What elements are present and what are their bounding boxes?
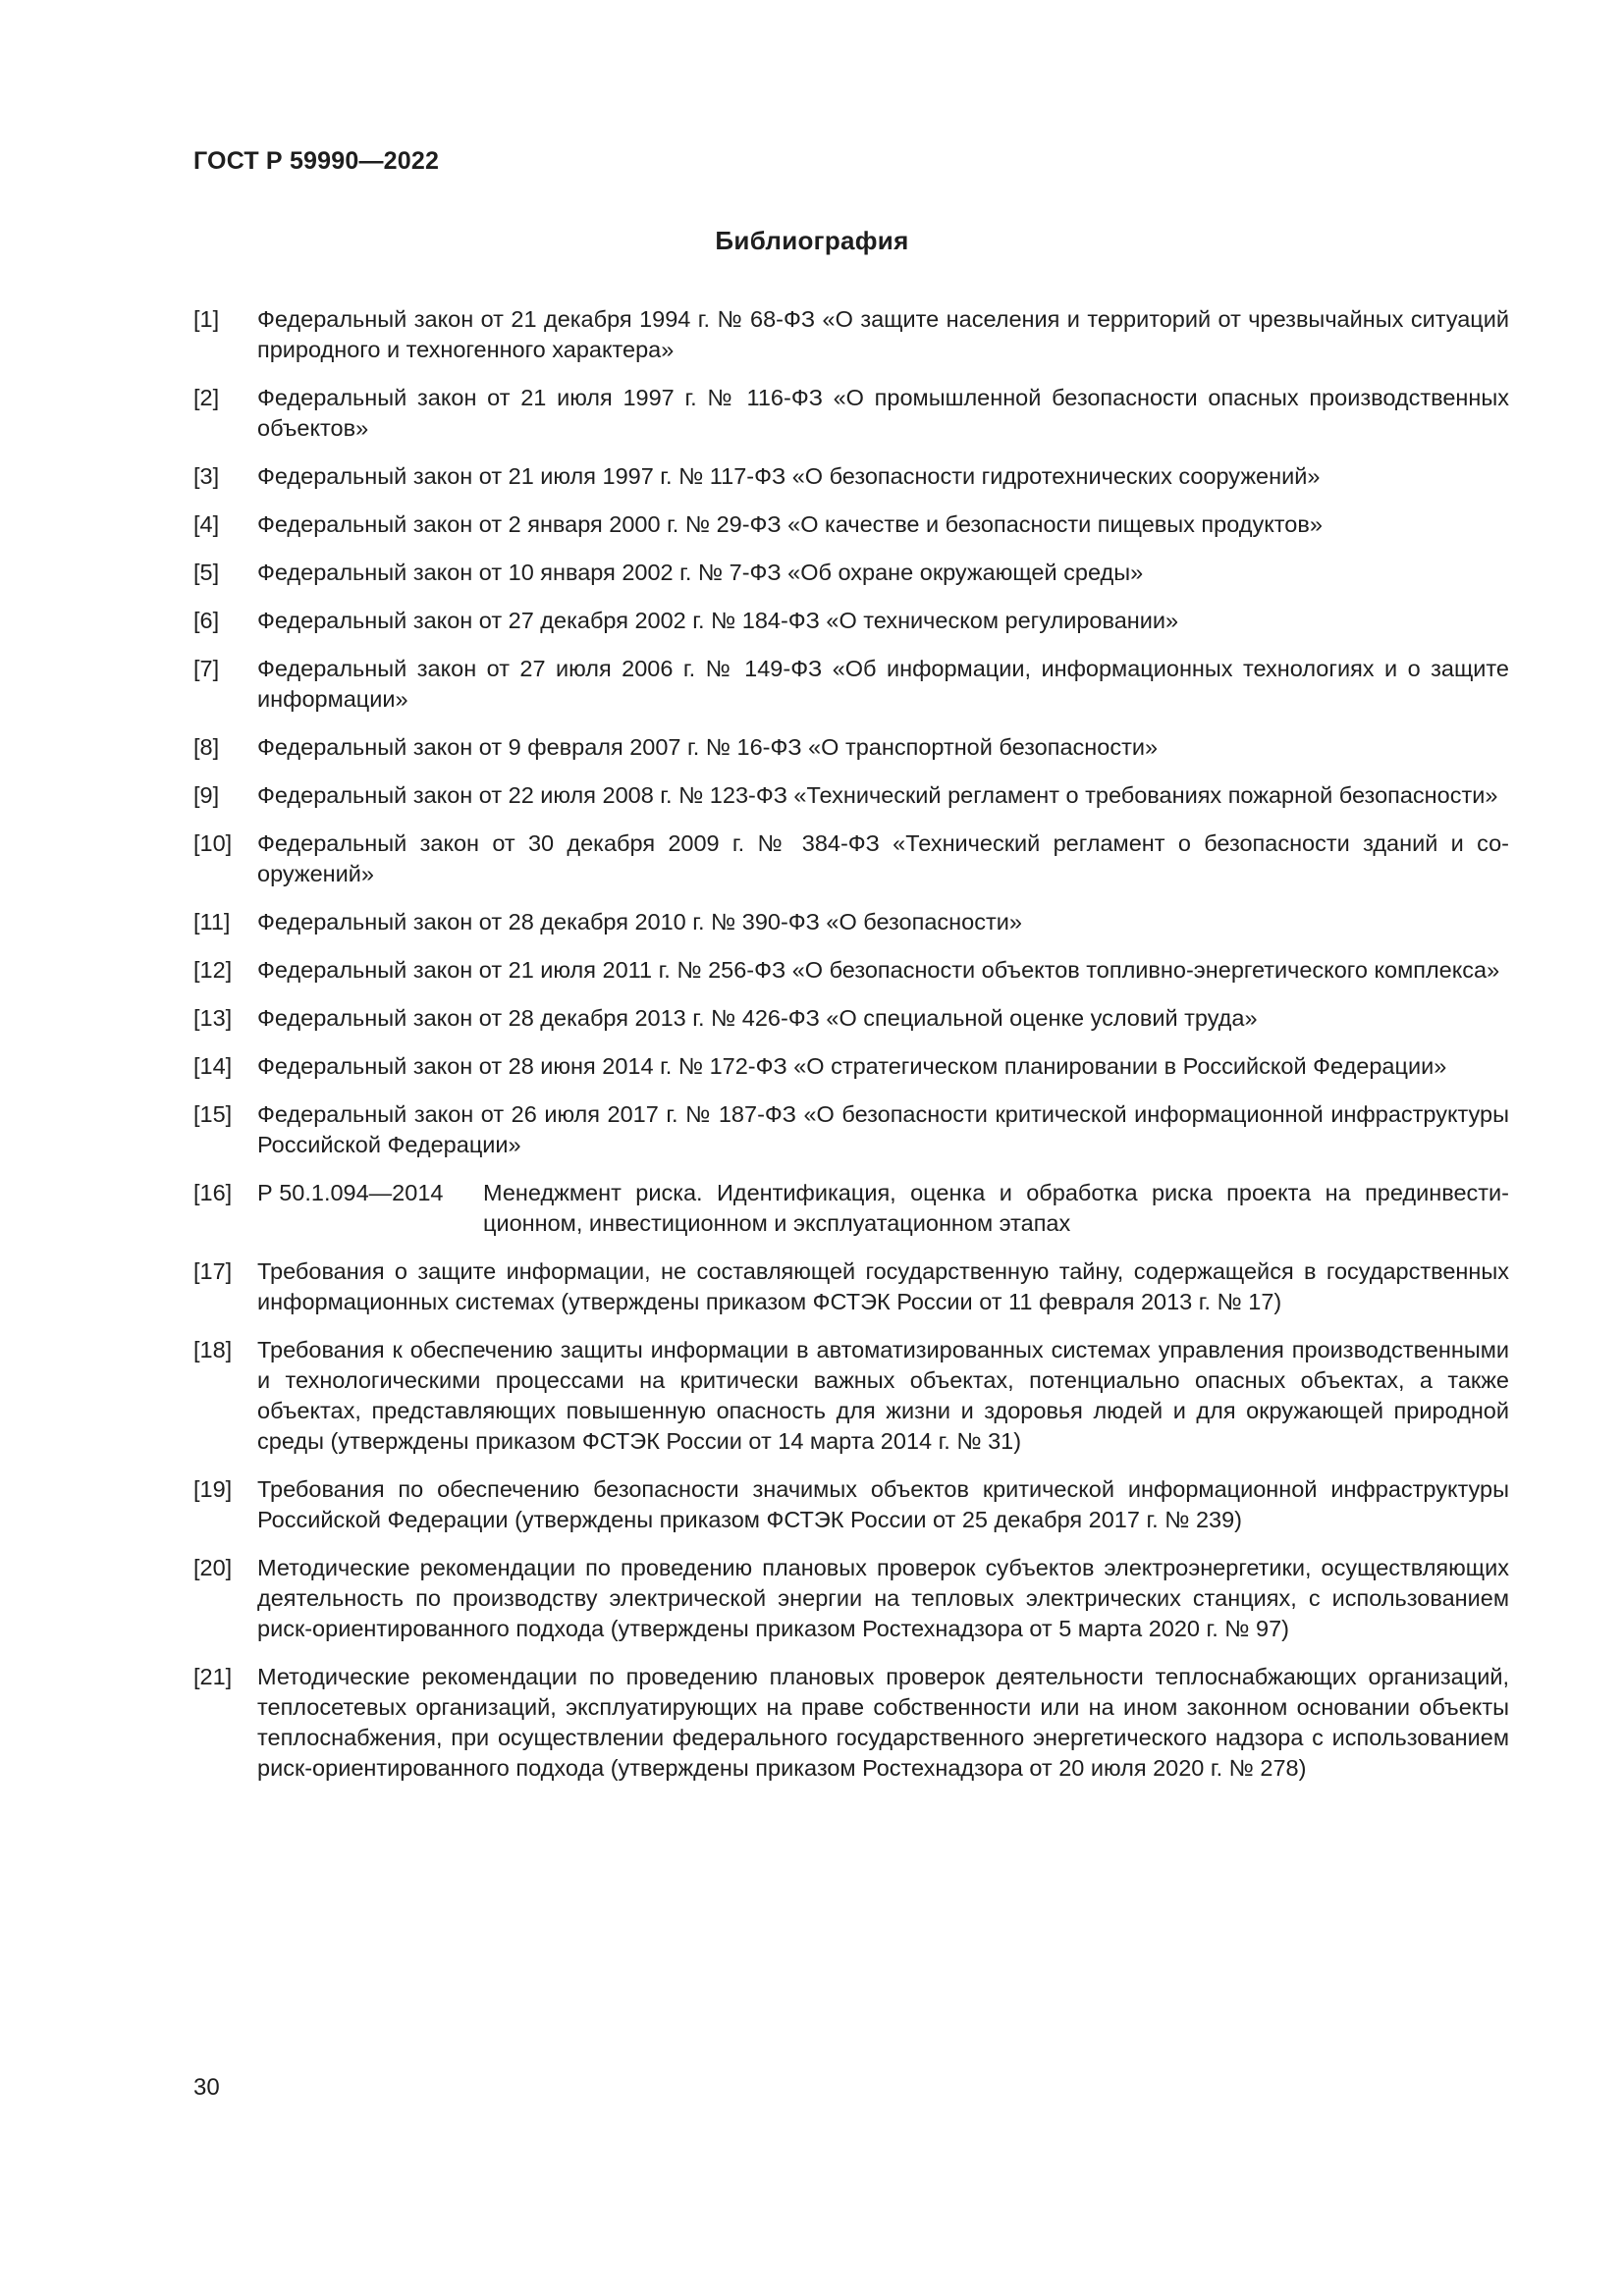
bibliography-entry bbox=[193, 1099, 1509, 1160]
bibliography-entry bbox=[193, 1335, 1509, 1457]
standard-code-header: ГОСТ Р 59990—2022 bbox=[193, 147, 440, 175]
bibliography-entry-number: [15] bbox=[193, 1101, 233, 1127]
bibliography-entry bbox=[193, 780, 1509, 811]
bibliography-entry-number: [1] bbox=[193, 306, 220, 332]
bibliography-entry bbox=[193, 907, 1509, 937]
bibliography-entry bbox=[193, 828, 1509, 889]
bibliography-entry bbox=[193, 654, 1509, 715]
bibliography-entry bbox=[193, 1662, 1509, 1784]
bibliography-entry bbox=[193, 304, 1509, 365]
bibliography-entry-text: Федеральный закон от 28 декабря 2010 г. № 390-ФЗ «О безопасности» bbox=[257, 909, 1022, 934]
bibliography-entry-number: [16] bbox=[193, 1180, 233, 1205]
bibliography-entry-text: Менеджмент риска. Идентификация, оценка и обработка риска проекта на прединвестиционном, инвестиционном и эксплуатационном этапах bbox=[483, 1180, 1509, 1236]
bibliography-entry bbox=[193, 732, 1509, 763]
bibliography-entry-number: [2] bbox=[193, 385, 220, 410]
bibliography-entry-text: Федеральный закон от 2 января 2000 г. № 29-ФЗ «О качестве и безопасности пищевых продуктов» bbox=[257, 511, 1323, 537]
bibliography-entry-document-code: Р 50.1.094—2014 bbox=[257, 1180, 444, 1205]
bibliography-entry-number: [21] bbox=[193, 1664, 233, 1689]
bibliography-entry-text: Федеральный закон от 27 июля 2006 г. № 149-ФЗ «Об информации, информационных технологиях и о защите информации» bbox=[257, 656, 1509, 712]
bibliography-entry-number: [12] bbox=[193, 957, 233, 983]
page-number: 30 bbox=[193, 2074, 220, 2101]
bibliography-entry-number: [6] bbox=[193, 608, 220, 633]
bibliography-entry-number: [14] bbox=[193, 1053, 233, 1079]
bibliography-entry-text: Федеральный закон от 26 июля 2017 г. № 187-ФЗ «О безопасности критической информационной инфраструктуры Российской Федерации» bbox=[257, 1101, 1509, 1157]
bibliography-entry-number: [10] bbox=[193, 830, 233, 856]
bibliography-entry-text: Федеральный закон от 10 января 2002 г. № 7-ФЗ «Об охране окружающей среды» bbox=[257, 560, 1144, 585]
bibliography-entry-number: [20] bbox=[193, 1555, 233, 1580]
bibliography-entry bbox=[193, 955, 1509, 986]
bibliography-entry-number: [7] bbox=[193, 656, 220, 681]
section-title: Библиография bbox=[715, 226, 909, 255]
bibliography-entry bbox=[193, 1003, 1509, 1034]
bibliography-entry-text: Федеральный закон от 27 декабря 2002 г. № 184-ФЗ «О техническом регулировании» bbox=[257, 608, 1179, 633]
bibliography-entry-text: Методические рекомендации по проведению плановых проверок деятельности теплоснабжающих организаций, теплосетевых организаций, эксплуатирующих на праве собственности или на ином законном основании объекты теплоснабжения, при осуществлении федерального государственного энергетического надзора с использованием риск-ориентированного подхода (утверждены приказом Ростехнадзора от 20 июля 2020 г. № 278) bbox=[257, 1664, 1509, 1781]
bibliography-entry bbox=[193, 558, 1509, 588]
bibliography-entry-number: [11] bbox=[193, 909, 231, 934]
bibliography-entry bbox=[193, 1553, 1509, 1644]
bibliography-list bbox=[193, 304, 1509, 1801]
bibliography-entry bbox=[193, 1474, 1509, 1535]
bibliography-entry bbox=[193, 606, 1509, 636]
bibliography-entry-number: [4] bbox=[193, 511, 220, 537]
bibliography-entry bbox=[193, 461, 1509, 492]
bibliography-entry-text: Федеральный закон от 30 декабря 2009 г. № 384-ФЗ «Технический регламент о безопасности зданий и сооружений» bbox=[257, 830, 1509, 886]
bibliography-entry-text: Федеральный закон от 21 июля 1997 г. № 116-ФЗ «О промышленной безопасности опасных производственных объектов» bbox=[257, 385, 1509, 441]
bibliography-entry-number: [17] bbox=[193, 1258, 233, 1284]
bibliography-entry-text: Требования к обеспечению защиты информации в автоматизированных системах управления производственными и технологическими процессами на критически важных объектах, потенциально опасных объектах, а также объектах, представляющих повышенную опасность для жизни и здоровья людей и для окружающей природной среды (утверждены приказом ФСТЭК России от 14 марта 2014 г. № 31) bbox=[257, 1337, 1509, 1454]
bibliography-entry-number: [18] bbox=[193, 1337, 233, 1362]
bibliography-entry-number: [13] bbox=[193, 1005, 233, 1031]
bibliography-entry-number: [5] bbox=[193, 560, 220, 585]
bibliography-entry-number: [8] bbox=[193, 734, 220, 760]
bibliography-entry bbox=[193, 1178, 1509, 1239]
bibliography-entry-text: Требования по обеспечению безопасности значимых объектов критической информационной инфраструктуры Российской Федерации (утверждены приказом ФСТЭК России от 25 декабря 2017 г. № 239) bbox=[257, 1476, 1509, 1532]
bibliography-entry-text: Федеральный закон от 9 февраля 2007 г. № 16-ФЗ «О транспортной безопасности» bbox=[257, 734, 1159, 760]
bibliography-entry-text: Федеральный закон от 21 июля 1997 г. № 117-ФЗ «О безопасности гидротехнических сооружений» bbox=[257, 463, 1321, 489]
bibliography-entry bbox=[193, 1051, 1509, 1082]
bibliography-entry-number: [3] bbox=[193, 463, 220, 489]
bibliography-entry-number: [9] bbox=[193, 782, 220, 808]
bibliography-entry bbox=[193, 509, 1509, 540]
bibliography-entry-text: Федеральный закон от 21 декабря 1994 г. № 68-ФЗ «О защите населения и территорий от чрезвычайных ситуаций природного и техногенного характера» bbox=[257, 306, 1509, 362]
bibliography-entry bbox=[193, 383, 1509, 444]
bibliography-entry-text: Федеральный закон от 28 декабря 2013 г. № 426-ФЗ «О специальной оценке условий труда» bbox=[257, 1005, 1258, 1031]
bibliography-entry-number: [19] bbox=[193, 1476, 233, 1502]
bibliography-entry-text: Требования о защите информации, не составляющей государственную тайну, содержащейся в государственных информационных системах (утверждены приказом ФСТЭК России от 11 февраля 2013 г. № 17) bbox=[257, 1258, 1509, 1314]
bibliography-entry bbox=[193, 1256, 1509, 1317]
bibliography-entry-text: Федеральный закон от 28 июня 2014 г. № 172-ФЗ «О стратегическом планировании в Российской Федерации» bbox=[257, 1053, 1447, 1079]
bibliography-entry-text: Методические рекомендации по проведению плановых проверок субъектов электроэнергетики, осуществляющих деятельность по производству электрической энергии на тепловых электрических станциях, с использованием риск-ориентированного подхода (утверждены приказом Ростехнадзора от 5 марта 2020 г. № 97) bbox=[257, 1555, 1509, 1641]
bibliography-entry-text: Федеральный закон от 22 июля 2008 г. № 123-ФЗ «Технический регламент о требованиях пожарной безопасности» bbox=[257, 782, 1498, 808]
bibliography-entry-text: Федеральный закон от 21 июля 2011 г. № 256-ФЗ «О безопасности объектов топливно-энергетического комплекса» bbox=[257, 957, 1500, 983]
